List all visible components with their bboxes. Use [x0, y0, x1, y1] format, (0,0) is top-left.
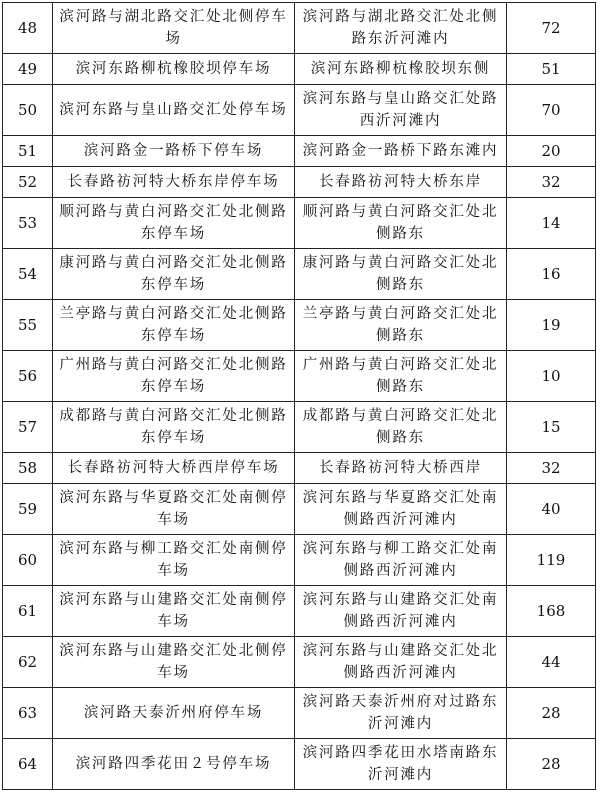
parking-lot-name-cell — [53, 637, 295, 688]
table-row — [3, 351, 596, 402]
parking-lot-name-cell — [53, 249, 295, 300]
row-number-cell — [3, 637, 53, 688]
row-number-text: 50 — [17, 101, 38, 119]
parking-lot-location-cell — [295, 351, 507, 402]
row-number-text: 52 — [17, 173, 38, 191]
parking-lot-location-cell — [295, 402, 507, 453]
parking-lot-name-cell — [53, 198, 295, 249]
parking-spaces-text: 44 — [541, 653, 561, 671]
row-number-text: 53 — [17, 214, 38, 232]
table-row — [3, 300, 596, 351]
parking-lot-name-cell — [53, 535, 295, 586]
parking-lot-name-cell — [53, 136, 295, 167]
parking-lot-location-text: 广州路与黄白河路交汇处北侧路东 — [302, 357, 499, 395]
row-number-text: 63 — [17, 704, 38, 722]
parking-spaces-cell — [507, 136, 596, 167]
parking-spaces-cell — [507, 535, 596, 586]
table-row — [3, 85, 596, 136]
row-number-text: 62 — [17, 653, 38, 671]
parking-lot-name-text: 滨河路四季花田２号停车场 — [75, 756, 272, 772]
parking-lot-name-text: 滨河东路与华夏路交汇处南侧停车场 — [59, 490, 288, 528]
row-number-text: 55 — [17, 316, 38, 334]
row-number-cell — [3, 688, 53, 739]
parking-lot-location-cell — [295, 167, 507, 198]
parking-spaces-cell — [507, 402, 596, 453]
parking-spaces-cell — [507, 167, 596, 198]
parking-lot-name-text: 滨河东路与山建路交汇处南侧停车场 — [59, 592, 288, 630]
row-number-cell — [3, 351, 53, 402]
row-number-cell — [3, 249, 53, 300]
row-number-text: 48 — [17, 19, 38, 37]
parking-spaces-cell — [507, 637, 596, 688]
parking-lot-location-text: 康河路与黄白河路交汇处北侧路东 — [302, 255, 499, 293]
parking-lot-location-text: 滨河路与湖北路交汇处北侧路东沂河滩内 — [302, 9, 499, 47]
parking-lot-location-text: 长春路祊河特大桥西岸 — [319, 460, 482, 476]
parking-lot-name-text: 滨河路天泰沂州府停车场 — [83, 705, 264, 721]
table-row — [3, 453, 596, 484]
parking-spaces-cell — [507, 484, 596, 535]
row-number-text: 64 — [17, 755, 38, 773]
row-number-cell — [3, 167, 53, 198]
parking-spaces-text: 32 — [541, 459, 561, 477]
row-number-text: 57 — [17, 418, 38, 436]
parking-lot-name-cell — [53, 3, 295, 54]
row-number-cell — [3, 402, 53, 453]
row-number-text: 59 — [17, 500, 38, 518]
parking-lot-name-cell — [53, 688, 295, 739]
parking-lot-name-text: 顺河路与黄白河路交汇处北侧路东停车场 — [59, 204, 288, 242]
table-row — [3, 484, 596, 535]
row-number-text: 54 — [17, 265, 38, 283]
parking-lot-name-cell — [53, 351, 295, 402]
parking-lot-location-text: 滨河路金一路桥下路东滩内 — [302, 143, 499, 159]
table-row — [3, 198, 596, 249]
parking-spaces-text: 119 — [536, 551, 566, 569]
parking-lot-location-text: 滨河东路与皇山路交汇处路西沂河滩内 — [302, 91, 499, 129]
parking-lot-location-cell — [295, 249, 507, 300]
parking-lot-location-cell — [295, 300, 507, 351]
parking-lot-name-cell — [53, 586, 295, 637]
parking-lot-location-text: 长春路祊河特大桥东岸 — [319, 174, 482, 190]
parking-lot-table — [2, 2, 596, 790]
parking-spaces-text: 72 — [541, 19, 561, 37]
parking-lot-location-text: 滨河路天泰沂州府对过路东沂河滩内 — [302, 694, 499, 732]
parking-lot-location-text: 滨河东路与华夏路交汇处南侧路西沂河滩内 — [302, 490, 499, 528]
parking-spaces-cell — [507, 54, 596, 85]
parking-lot-name-text: 广州路与黄白河路交汇处北侧路东停车场 — [59, 357, 288, 395]
parking-lot-name-cell — [53, 85, 295, 136]
parking-spaces-cell — [507, 351, 596, 402]
parking-lot-location-text: 滨河路四季花田水塔南路东沂河滩内 — [302, 745, 499, 783]
parking-spaces-cell — [507, 453, 596, 484]
row-number-cell — [3, 136, 53, 167]
parking-lot-location-cell — [295, 3, 507, 54]
table-row — [3, 402, 596, 453]
parking-spaces-text: 51 — [541, 60, 561, 78]
row-number-cell — [3, 3, 53, 54]
row-number-cell — [3, 586, 53, 637]
row-number-text: 49 — [17, 60, 38, 78]
parking-spaces-text: 15 — [541, 418, 561, 436]
parking-lot-name-text: 滨河东路与柳工路交汇处南侧停车场 — [59, 541, 288, 579]
parking-lot-location-cell — [295, 198, 507, 249]
row-number-cell — [3, 739, 53, 790]
parking-spaces-cell — [507, 249, 596, 300]
parking-spaces-text: 20 — [541, 142, 561, 160]
row-number-text: 58 — [17, 459, 38, 477]
parking-spaces-text: 168 — [536, 602, 566, 620]
table-row — [3, 136, 596, 167]
parking-lot-name-text: 滨河东路柳杭橡胶坝停车场 — [75, 61, 272, 77]
parking-lot-location-text: 成都路与黄白河路交汇处北侧路东 — [302, 408, 499, 446]
row-number-cell — [3, 85, 53, 136]
parking-lot-location-cell — [295, 484, 507, 535]
table-row — [3, 586, 596, 637]
row-number-text: 61 — [17, 602, 38, 620]
parking-lot-location-cell — [295, 586, 507, 637]
parking-lot-location-text: 滨河东路柳杭橡胶坝东侧 — [310, 61, 491, 77]
parking-lot-name-text: 滨河路与湖北路交汇处北侧停车场 — [59, 9, 288, 47]
parking-spaces-cell — [507, 739, 596, 790]
parking-spaces-text: 16 — [541, 265, 561, 283]
parking-spaces-cell — [507, 300, 596, 351]
row-number-text: 51 — [17, 142, 38, 160]
table-row — [3, 249, 596, 300]
parking-lot-name-cell — [53, 402, 295, 453]
parking-spaces-text: 70 — [541, 101, 561, 119]
parking-lot-location-text: 顺河路与黄白河路交汇处北侧路东 — [302, 204, 499, 242]
parking-lot-location-text: 兰亭路与黄白河路交汇处北侧路东 — [302, 306, 499, 344]
parking-spaces-cell — [507, 85, 596, 136]
parking-spaces-text: 10 — [541, 367, 561, 385]
parking-spaces-cell — [507, 198, 596, 249]
parking-spaces-text: 14 — [541, 214, 561, 232]
parking-lot-name-cell — [53, 54, 295, 85]
parking-lot-name-cell — [53, 484, 295, 535]
parking-lot-location-text: 滨河东路与山建路交汇处南侧路西沂河滩内 — [302, 592, 499, 630]
parking-spaces-cell — [507, 3, 596, 54]
row-number-cell — [3, 54, 53, 85]
row-number-cell — [3, 198, 53, 249]
row-number-cell — [3, 300, 53, 351]
table-row — [3, 739, 596, 790]
parking-lot-location-cell — [295, 85, 507, 136]
parking-lot-location-cell — [295, 739, 507, 790]
parking-spaces-cell — [507, 586, 596, 637]
parking-lot-location-cell — [295, 453, 507, 484]
table-row — [3, 535, 596, 586]
parking-lot-location-cell — [295, 637, 507, 688]
parking-spaces-text: 19 — [541, 316, 561, 334]
parking-lot-location-cell — [295, 688, 507, 739]
parking-lot-name-cell — [53, 167, 295, 198]
table-row — [3, 167, 596, 198]
parking-lot-name-text: 成都路与黄白河路交汇处北侧路东停车场 — [59, 408, 288, 446]
parking-lot-name-text: 滨河东路与皇山路交汇处停车场 — [59, 102, 288, 118]
parking-spaces-text: 40 — [541, 500, 561, 518]
row-number-text: 60 — [17, 551, 38, 569]
row-number-text: 56 — [17, 367, 38, 385]
parking-lot-name-text: 长春路祊河特大桥西岸停车场 — [67, 460, 280, 476]
parking-spaces-text: 28 — [541, 704, 561, 722]
parking-lot-name-cell — [53, 739, 295, 790]
parking-lot-location-cell — [295, 535, 507, 586]
row-number-cell — [3, 535, 53, 586]
parking-lot-name-text: 滨河路金一路桥下停车场 — [83, 143, 264, 159]
parking-lot-name-text: 兰亭路与黄白河路交汇处北侧路东停车场 — [59, 306, 288, 344]
parking-lot-name-text: 长春路祊河特大桥东岸停车场 — [67, 174, 280, 190]
table-row — [3, 637, 596, 688]
table-row — [3, 688, 596, 739]
parking-lot-location-text: 滨河东路与柳工路交汇处南侧路西沂河滩内 — [302, 541, 499, 579]
table-row — [3, 54, 596, 85]
row-number-cell — [3, 484, 53, 535]
parking-lot-location-cell — [295, 54, 507, 85]
table-row — [3, 3, 596, 54]
parking-lot-name-text: 康河路与黄白河路交汇处北侧路东停车场 — [59, 255, 288, 293]
parking-lot-name-cell — [53, 300, 295, 351]
parking-spaces-text: 28 — [541, 755, 561, 773]
parking-lot-name-cell — [53, 453, 295, 484]
parking-spaces-text: 32 — [541, 173, 561, 191]
parking-lot-name-text: 滨河东路与山建路交汇处北侧停车场 — [59, 643, 288, 681]
parking-lot-location-cell — [295, 136, 507, 167]
row-number-cell — [3, 453, 53, 484]
parking-lot-location-text: 滨河东路与山建路交汇处北侧路西沂河滩内 — [302, 643, 499, 681]
table-body — [3, 3, 596, 790]
parking-spaces-cell — [507, 688, 596, 739]
